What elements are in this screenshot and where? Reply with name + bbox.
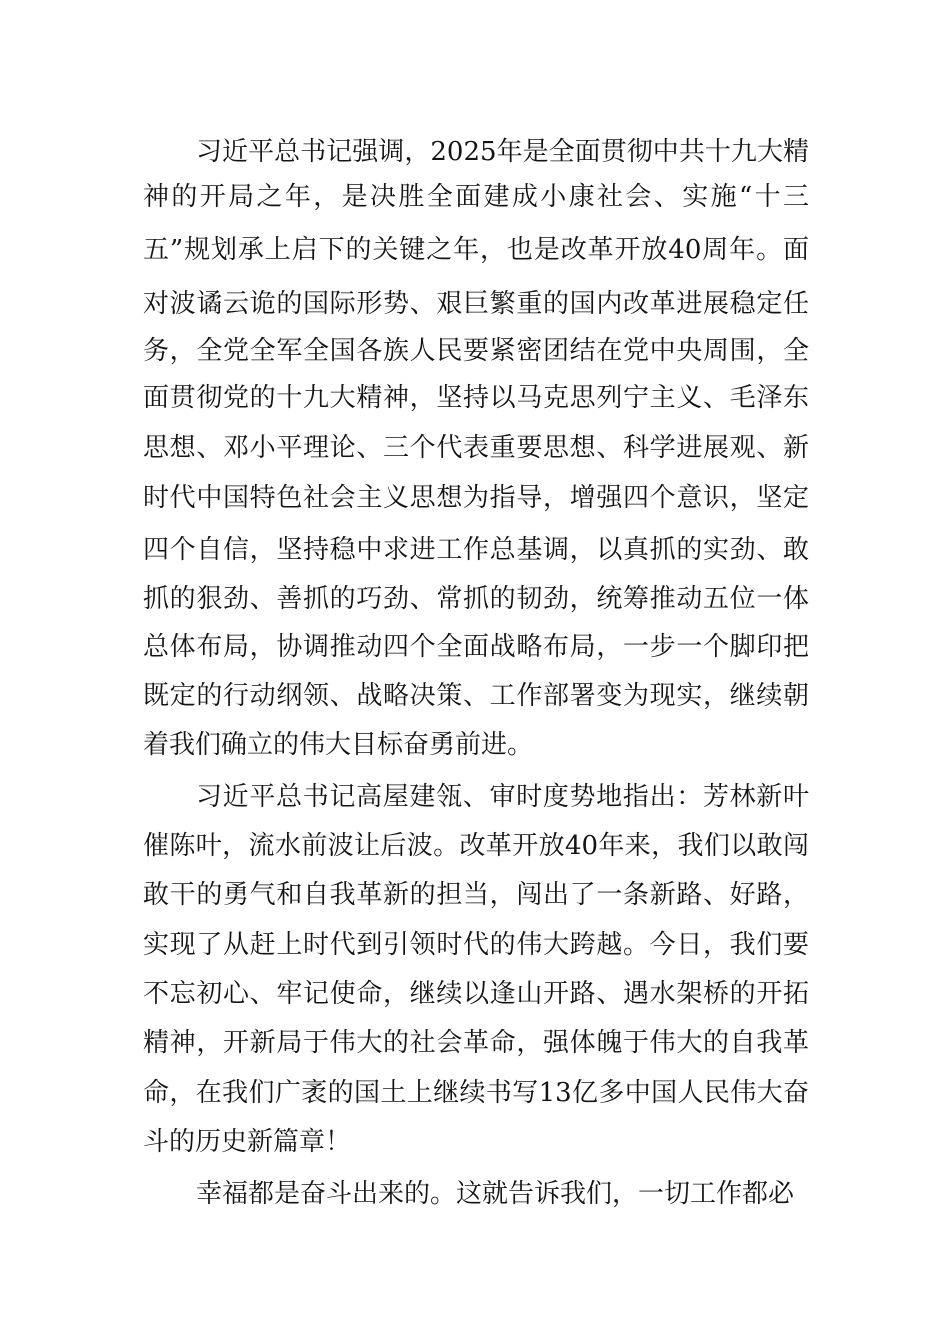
paragraph-3-line-1: 幸福都是奋斗出来的。这就告诉我们，一切工作都必 xyxy=(196,1179,795,1209)
paragraph-1-line-8: 时代中国特色社会主义思想为指导，增强四个意识，坚定 xyxy=(143,483,809,513)
paragraph-2-line-7: 命，在我们广袤的国土上继续书写13亿多中国人民伟大奋 xyxy=(143,1078,809,1108)
paragraph-1-line-12: 既定的行动纲领、战略决策、工作部署变为现实，继续朝 xyxy=(143,681,809,711)
paragraph-1-line-3: 五”规划承上启下的关键之年，也是改革开放40周年。面 xyxy=(143,235,809,265)
paragraph-2-line-5: 不忘初心、牢记使命，继续以逢山开路、遇水架桥的开拓 xyxy=(143,979,809,1009)
paragraph-1-line-10: 抓的狠劲、善抓的巧劲、常抓的韧劲，统筹推动五位一体 xyxy=(143,584,809,614)
paragraph-1-line-1: 习近平总书记强调，2025年是全面贯彻中共十九大精 xyxy=(196,137,809,167)
paragraph-1-line-6: 面贯彻党的十九大精神，坚持以马克思列宁主义、毛泽东 xyxy=(143,383,809,413)
paragraph-1-line-5: 务，全党全军全国各族人民要紧密团结在党中央周围，全 xyxy=(143,336,809,366)
paragraph-2-line-6: 精神，开新局于伟大的社会革命，强体魄于伟大的自我革 xyxy=(143,1028,809,1058)
paragraph-1-line-11: 总体布局，协调推动四个全面战略布局，一步一个脚印把 xyxy=(143,632,809,662)
paragraph-1-line-13: 着我们确立的伟大目标奋勇前进。 xyxy=(143,730,534,760)
paragraph-1-line-9: 四个自信，坚持稳中求进工作总基调，以真抓的实劲、敢 xyxy=(143,535,809,565)
paragraph-1-line-4: 对波谲云诡的国际形势、艰巨繁重的国内改革进展稳定任 xyxy=(143,289,809,319)
paragraph-2-line-8: 斗的历史新篇章！ xyxy=(143,1127,352,1157)
paragraph-2-line-2: 催陈叶，流水前波让后波。改革开放40年来，我们以敢闯 xyxy=(143,831,809,861)
paragraph-1-line-7: 思想、邓小平理论、三个代表重要思想、科学进展观、新 xyxy=(143,433,809,463)
paragraph-2-line-3: 敢干的勇气和自我革新的担当，闯出了一条新路、好路， xyxy=(143,880,809,910)
paragraph-1-line-2: 神的开局之年，是决胜全面建成小康社会、实施“十三 xyxy=(143,182,809,212)
paragraph-2-line-4: 实现了从赶上时代到引领时代的伟大跨越。今日，我们要 xyxy=(143,930,809,960)
paragraph-2-line-1: 习近平总书记高屋建瓴、审时度势地指出：芳林新叶 xyxy=(196,782,809,812)
